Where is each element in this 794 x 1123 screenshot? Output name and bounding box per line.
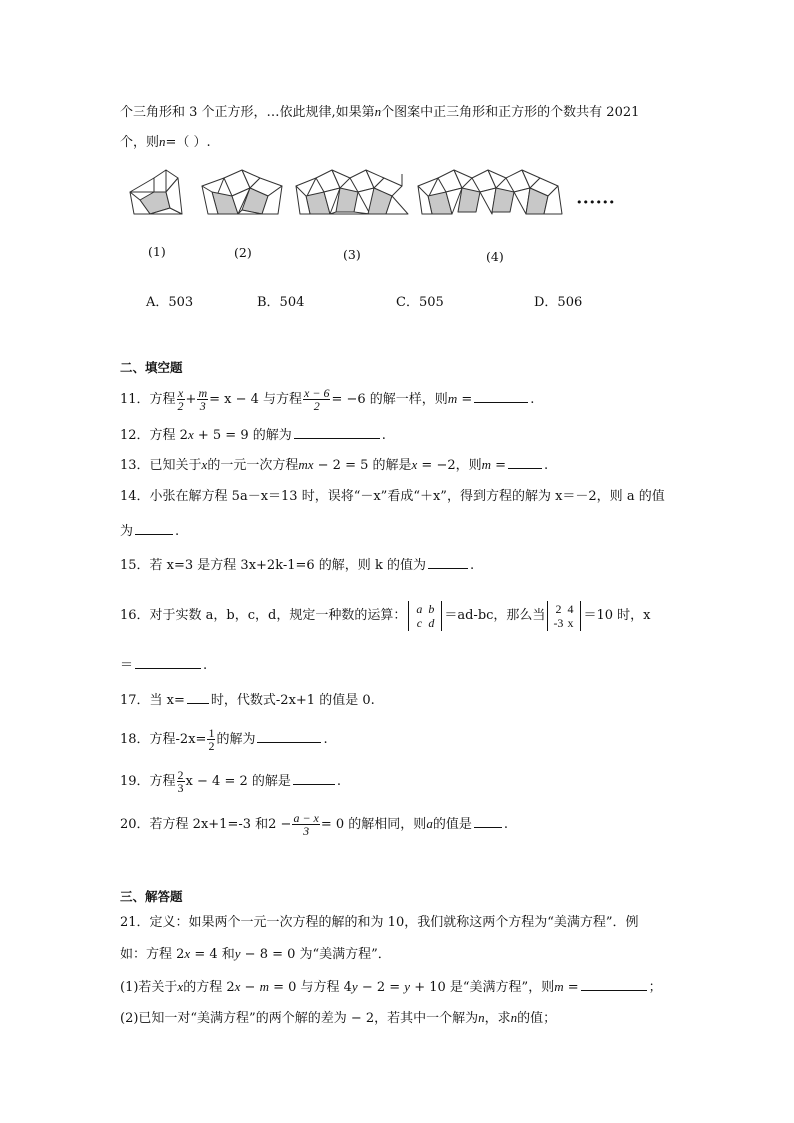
q21p2-text-c: 的值； [517,1011,557,1026]
det-entry: c [416,615,423,630]
var-n: n [374,104,382,119]
q13-text-d: = −2，则 [417,458,482,473]
q20-text-c: 的值是 [432,817,472,832]
det-entry: 2 [555,601,562,616]
question-17 [120,690,375,710]
figure-2 [202,170,282,214]
figure-label-3: (3) [343,247,361,262]
q11-text-a: 11．方程 [120,392,176,407]
option-b: B．504 [257,295,305,310]
question-15 [120,555,474,575]
var-n: n [510,1010,518,1025]
q20-text-a: 20．若方程 2x+1=-3 和 [120,817,269,832]
answer-blank-12[interactable] [294,425,380,439]
option-c: C．505 [396,295,444,310]
q11-text-b: = x − 4 与方程 [209,392,303,407]
q17-text-b: 时，代数式-2x+1 的值是 0. [210,693,375,708]
var-n: n [159,134,166,149]
q21-text-b: = 4 和 [190,947,235,962]
q20-text-b: = 0 的解相同，则 [320,817,427,832]
question-19 [120,768,341,796]
q12-text-b: + 5 = 9 的解为 [193,428,292,443]
var-a: a [426,816,433,831]
question-21-part-2 [120,1009,556,1028]
question-20 [120,810,508,839]
fraction-2-over-3 [177,769,185,794]
option-d: D．506 [534,295,583,310]
figure-4 [418,170,562,214]
q21-text-c: − 8 = 0 为“美满方程”． [240,947,391,962]
q18-text-b: 的解为 [216,732,256,747]
q21p1-text-e: − 2 = [357,980,405,995]
q19-text-a: 19．方程 [120,774,176,789]
q14-text-b: . [175,524,180,539]
figure-label-1: (1) [148,244,166,259]
q17-text-a: 17．当 x= [120,693,185,708]
section-3-heading: 三、解答题 [120,889,183,904]
square-4b [458,188,480,212]
answer-blank-14[interactable] [135,521,173,535]
var-m: m [481,457,492,472]
fraction-a-minus-x-over-3 [292,812,319,837]
q21p1-text-d: = 0 与方程 4 [268,980,352,995]
q12-text-c: . [381,428,386,443]
figure-ellipsis: •••••• [576,196,615,209]
var-m: m [447,391,458,406]
q11-text-e: . [530,392,535,407]
question-12 [120,425,386,445]
answer-blank-11[interactable] [474,389,528,403]
det-entry: a [416,601,423,616]
frac-num: a − x [293,811,319,825]
q20-text-d: . [503,817,508,832]
q15-text-a: 15．若 x=3 是方程 3x+2k-1=6 的解，则 k 的值为 [120,558,426,573]
question-14-line-1: 14．小张在解方程 5a－x＝13 时，误将“－x”看成“＋x”，得到方程的解为 x＝－2，则 a 的值 [120,489,665,504]
determinant-abcd [408,601,442,631]
var-y: y [351,979,358,994]
q12-text-a: 12．方程 2 [120,428,188,443]
var-x: x [184,946,191,961]
question-16-line-2 [120,655,207,675]
q13-text-c: − 2 = 5 的解是 [313,458,412,473]
frac-den: 3 [177,781,184,795]
var-n: n [478,1010,485,1025]
q19-text-b: x − 4 = 2 的解是 [185,774,291,789]
q18-text-c: . [323,732,328,747]
section-2-heading: 二、填空题 [120,360,183,375]
answer-blank-17[interactable] [187,690,209,704]
intro-line-2 [120,133,211,152]
figure-label-4: (4) [486,249,504,264]
fraction-x-over-2 [177,387,185,412]
question-21-line-1: 21．定义：如果两个一元一次方程的解的和为 10，我们就称这两个方程为“美满方程”．例 [120,915,639,930]
determinant-2-4 [547,601,581,631]
det-entry: d [428,615,435,630]
intro-text-a: 个三角形和 3 个正方形，…依此规律,如果第 [120,105,375,120]
intro-text-c: 个，则 [120,135,160,150]
q21p1-text-c: − [240,980,260,995]
option-a: A．503 [146,295,194,310]
q16-text-e: . [203,658,208,673]
q21p1-text-a: (1)若关于 [120,980,178,995]
q21p2-text-a: (2)已知一对“美满方程”的两个解的差为 − 2，若其中一个解为 [120,1011,479,1026]
q15-text-b: . [469,558,475,573]
var-mx: mx [298,457,314,472]
q11-text-c: = −6 的解一样，则 [331,392,448,407]
q16-text-b: ＝ad-bc，那么当 [444,608,546,623]
frac-num: x − 6 [304,386,330,400]
question-18 [120,726,328,754]
var-y: y [234,946,241,961]
frac-den: 2 [208,739,215,753]
frac-num: 2 [177,768,184,782]
var-x: x [177,979,184,994]
frac-num: x [177,386,184,400]
figure-label-2: (2) [234,245,252,260]
square-4c [492,188,514,212]
var-m: m [259,979,269,994]
figure-1 [130,170,182,214]
question-11: 11．方程 $\frac{x}{2}$ + $\frac{m}{3}$ = x − 4 与方程 $\frac{x - 6}{2}$ = −6 的解一样，则m = . [120,386,535,413]
question-16 [120,597,650,635]
q13-text-e: = [491,458,507,473]
question-14-line-2 [120,521,179,541]
q21p1-text-f: + 10 是“美满方程”，则 [410,980,555,995]
var-x: x [411,457,418,472]
det-entry: -3 [553,615,564,630]
q16-text-a: 16．对于实数 a，b，c，d，规定一种数的运算： [120,608,407,623]
answer-blank-18[interactable] [257,729,321,743]
var-x: x [187,427,194,442]
intro-line-1 [120,103,639,122]
frac-den: 3 [303,824,310,838]
q21p1-text-h: ； [648,980,662,995]
fraction-x6-over-2 [303,387,330,412]
question-21-line-2 [120,945,391,964]
answer-blank-16[interactable] [135,655,201,669]
question-21-part-1 [120,977,662,997]
q13-text-a: 13．已知关于 [120,458,202,473]
q21p2-text-b: ，求 [484,1011,511,1026]
q19-text-c: . [336,774,342,789]
det-entry: x [567,615,574,630]
q16-text-c: ＝10 时，x [583,608,651,623]
frac-num: 1 [208,726,215,740]
pattern-figures [120,168,615,234]
answer-blank-15[interactable] [428,555,468,569]
var-x: x [234,979,241,994]
fraction-m-over-3 [197,387,208,412]
intro-text-b: 个图案中正三角形和正方形的个数共有 2021 [381,105,640,120]
q11-text-d: = [457,392,473,407]
q14-text-a: 为 [120,524,134,539]
frac-den: 2 [177,399,184,413]
q21p1-text-b: 的方程 2 [183,980,235,995]
q21-text-a: 如：方程 2 [120,947,185,962]
var-y: y [404,979,411,994]
det-entry: 4 [567,601,574,616]
var-x: x [201,457,208,472]
answer-blank-20[interactable] [474,814,502,828]
q20-two: 2 − [268,817,292,832]
q18-text-a: 18．方程-2x= [120,732,207,747]
var-m: m [554,979,564,994]
q16-text-d: ＝ [120,658,134,673]
question-13 [120,455,548,475]
fraction-1-over-2 [207,727,215,752]
figure-3 [296,170,408,214]
det-entry: b [428,601,435,616]
q21p1-text-g: = [563,980,579,995]
q13-text-f: . [544,458,549,473]
frac-num: m [198,386,208,400]
answer-blank-19[interactable] [293,771,335,785]
frac-den: 2 [313,399,320,413]
answer-blank-21-1[interactable] [581,977,647,991]
intro-text-d: =（ ）. [165,135,211,150]
frac-den: 3 [199,399,206,413]
q13-text-b: 的一元一次方程 [207,458,299,473]
square-3b [336,188,358,212]
answer-blank-13[interactable] [508,455,542,469]
